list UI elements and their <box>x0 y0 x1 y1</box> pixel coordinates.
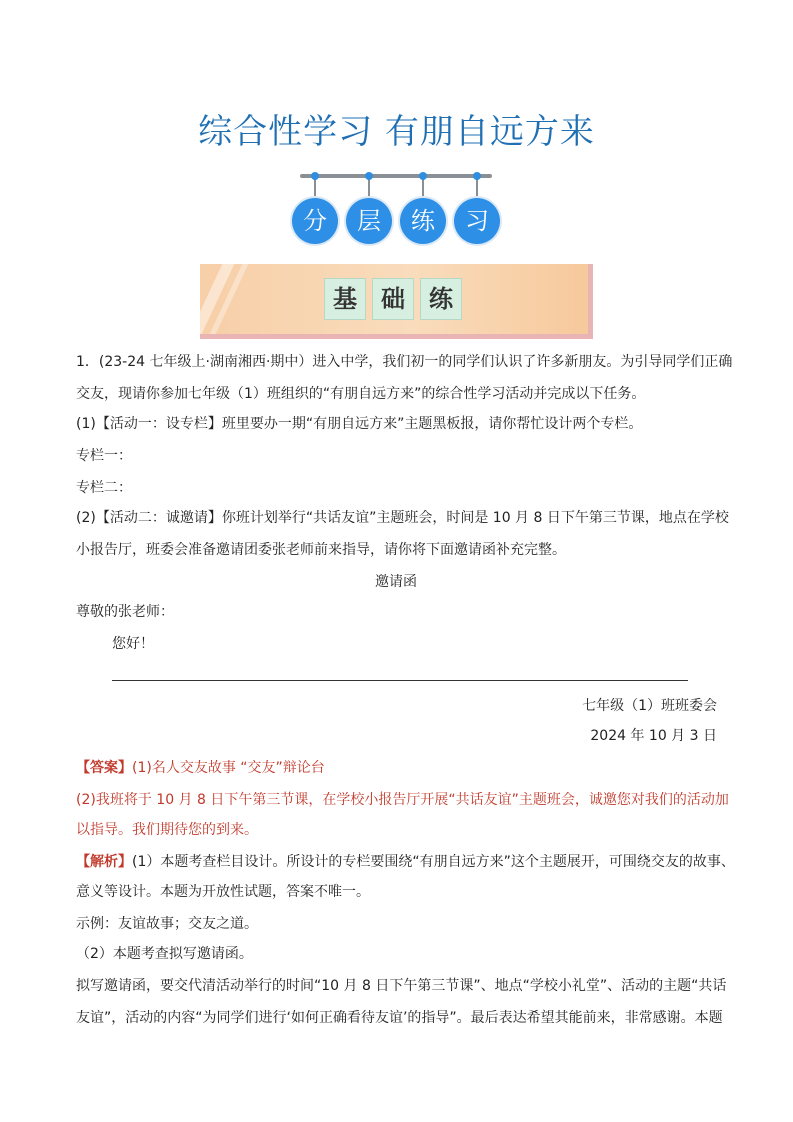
analysis-line-3: 示例：友谊故事；交友之道。 <box>76 916 258 932</box>
question-line-2: 交友，现请你参加七年级（1）班组织的“有朋自远方来”的综合性学习活动并完成以下任务。 <box>76 386 646 402</box>
answer-line-3: 以指导。我们期待您的到来。 <box>76 822 258 838</box>
tier-circle-ceng: 层 <box>346 198 392 244</box>
level-char-chu: 础 <box>372 278 414 320</box>
letter-salutation: 尊敬的张老师： <box>76 604 174 620</box>
question-part-1: (1)【活动一：设专栏】班里要办一期“有朋自远方来”主题黑板报，请你帮忙设计两个专栏。 <box>76 416 643 432</box>
analysis-line-6: 友谊”，活动的内容“为同学们进行‘如何正确看待友谊’的指导”。最后表达希望其能前来，非常感谢。本题 <box>76 1010 723 1026</box>
question-part-2-line-1: (2)【活动二：诚邀请】你班计划举行“共话友谊”主题班会，时间是 10 月 8 日下午第三节课，地点在学校 <box>76 510 729 526</box>
tier-peg <box>368 174 370 200</box>
level-banner <box>200 264 593 339</box>
question-part-2-line-2: 小报告厅，班委会准备邀请团委张老师前来指导，请你将下面邀请函补充完整。 <box>76 542 566 558</box>
column-one-label: 专栏一： <box>76 448 132 464</box>
tier-circle-xi: 习 <box>454 198 500 244</box>
question-line-1: 1．(23-24 七年级上·湖南湘西·期中）进入中学，我们初一的同学们认识了许多新朋友。为引导同学们正确 <box>76 354 733 370</box>
page-title: 综合性学习 有朋自远方来 <box>198 112 595 152</box>
analysis-text-1: (1）本题考查栏目设计。所设计的专栏要围绕“有朋自远方来”这个主题展开，可围绕交友的故事、 <box>132 854 735 870</box>
tier-peg <box>422 174 424 200</box>
answer-text-1: (1)名人交友故事 “交友”辩论台 <box>132 760 325 776</box>
answer-line-1 <box>76 758 716 778</box>
level-char-ji: 基 <box>324 278 366 320</box>
tier-peg <box>314 174 316 200</box>
analysis-line-1 <box>76 852 735 872</box>
column-two-label: 专栏二： <box>76 480 132 496</box>
letter-signer: 七年级（1）班班委会 <box>582 698 717 714</box>
answer-tag: 【答案】 <box>76 760 132 776</box>
letter-date: 2024 年 10 月 3 日 <box>590 728 717 744</box>
tier-rail <box>300 174 492 178</box>
analysis-line-5: 拟写邀请函，要交代清活动举行的时间“10 月 8 日下午第三节课”、地点“学校小礼堂”、活动的主题“共话 <box>76 978 727 994</box>
analysis-line-4: （2）本题考查拟写邀请函。 <box>76 946 253 962</box>
tier-circle-lian: 练 <box>400 198 446 244</box>
letter-fill-line <box>112 680 688 681</box>
tier-peg <box>476 174 478 200</box>
letter-greeting: 您好！ <box>112 636 154 652</box>
answer-line-2: (2)我班将于 10 月 8 日下午第三节课，在学校小报告厅开展“共话友谊”主题班会，诚邀您对我们的活动加 <box>76 792 729 808</box>
tier-circle-fen: 分 <box>292 198 338 244</box>
letter-title: 邀请函 <box>375 574 417 590</box>
analysis-line-2: 意义等设计。本题为开放性试题，答案不唯一。 <box>76 884 370 900</box>
analysis-tag: 【解析】 <box>76 854 132 870</box>
level-char-lian: 练 <box>420 278 462 320</box>
